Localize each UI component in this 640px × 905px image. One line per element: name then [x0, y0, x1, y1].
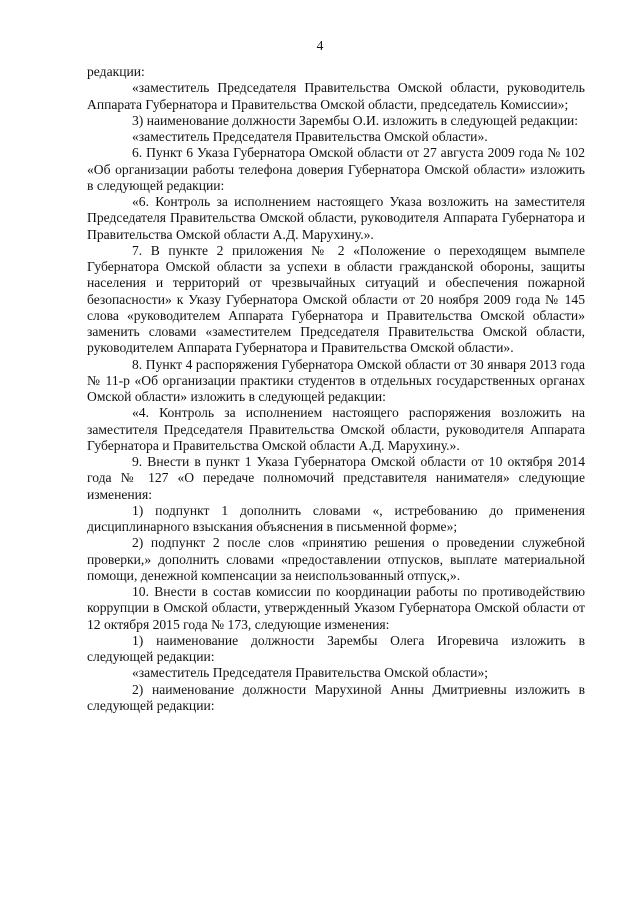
page-number: 4	[316, 38, 324, 53]
paragraph-12: 2) подпункт 2 после слов «принятию решения о проведении служебной проверки,» дополнить словами «предоставлении отпусков, выплате материальной помощи, денежной компенсации за неиспользованный отпуск,».	[87, 535, 585, 583]
paragraph-16: 2) наименование должности Марухиной Анны Дмитриевны изложить в следующей редакции:	[87, 681, 585, 713]
paragraph-6: «6. Контроль за исполнением настоящего Указа возложить на заместителя Председателя Правительства Омской области, руководителя Аппарата Губернатора и Правительства Омской области А.Д. Марухину.».	[87, 194, 585, 242]
paragraph-11: 1) подпункт 1 дополнить словами «, истребованию до применения дисциплинарного взыскания объяснения в письменной форме»;	[87, 502, 585, 534]
paragraph-7: 7. В пункте 2 приложения № 2 «Положение о переходящем вымпеле Губернатора Омской области за успехи в области гражданской обороны, защиты населения и территорий от чрезвычайных ситуаций и обеспечения пожарной безопасности» к Указу Губернатора Омской области от 20 ноября 2009 года № 145 слова «руководителем Аппарата Губернатора и Правительства Омской области» заменить словами «заместителем Председателя Правительства Омской области, руководителем Аппарата Губернатора и Правительства Омской области».	[87, 242, 585, 356]
paragraph-9: «4. Контроль за исполнением настоящего распоряжения возложить на заместителя Председателя Правительства Омской области, руководителя Аппарата Губернатора и Правительства Омской области А.Д. Марухину.».	[87, 405, 585, 453]
paragraph-14: 1) наименование должности Зарембы Олега Игоревича изложить в следующей редакции:	[87, 632, 585, 664]
paragraph-5: 6. Пункт 6 Указа Губернатора Омской области от 27 августа 2009 года № 102 «Об организации работы телефона доверия Губернатора Омской области» изложить в следующей редакции:	[87, 145, 585, 193]
paragraph-4: «заместитель Председателя Правительства Омской области».	[132, 129, 488, 144]
paragraph-2: «заместитель Председателя Правительства Омской области, руководитель Аппарата Губернатора и Правительства Омской области, председатель Комиссии»;	[87, 80, 585, 112]
paragraph-10: 9. Внести в пункт 1 Указа Губернатора Омской области от 10 октября 2014 года № 127 «О передаче полномочий представителя нанимателя» следующие изменения:	[87, 454, 585, 502]
paragraph-15: «заместитель Председателя Правительства Омской области»;	[132, 665, 489, 681]
paragraph-13: 10. Внести в состав комиссии по координации работы по противодействию коррупции в Омской области, утвержденный Указом Губернатора Омской области от 12 октября 2015 года № 173, следующие изменения:	[87, 584, 585, 632]
paragraph-8: 8. Пункт 4 распоряжения Губернатора Омской области от 30 января 2013 года № 11-р «Об организации практики студентов в отдельных государственных органах Омской области» изложить в следующей редакции:	[87, 356, 585, 404]
paragraph-3: 3) наименование должности Зарембы О.И. изложить в следующей редакции:	[132, 112, 579, 128]
paragraph-1: редакции:	[87, 64, 145, 79]
document-body	[87, 64, 585, 714]
